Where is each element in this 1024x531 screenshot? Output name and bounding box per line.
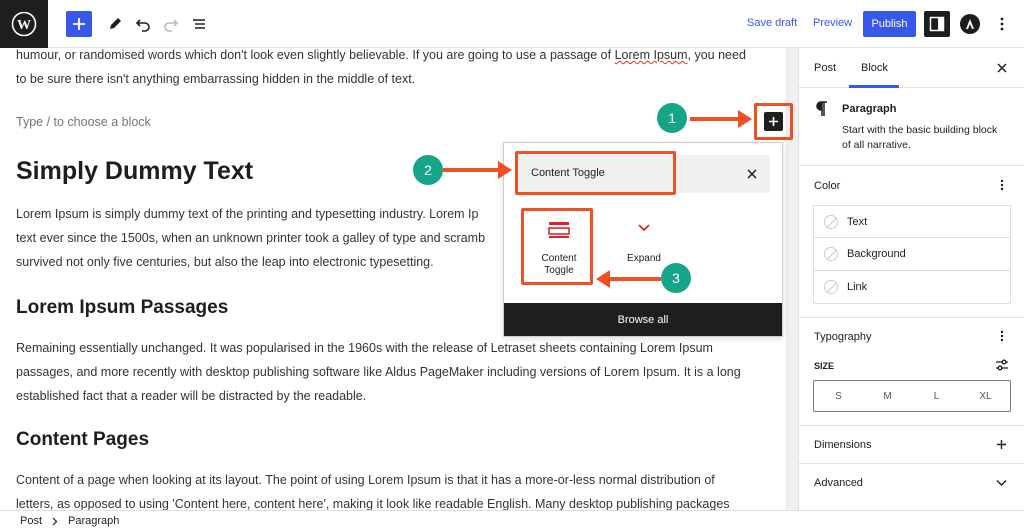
- paragraph-text: passages, and more recently with desktop publishing software like Aldus PageMaker including versions of Lorem Ipsum. It is a long: [16, 365, 741, 379]
- paragraph-text: Content of a page when looking at its layout. The point of using Lorem Ipsum is that it has a more-or-less normal distribution of: [16, 473, 715, 487]
- annotation-badge-2: 2: [413, 155, 443, 185]
- empty-block-placeholder[interactable]: Type / to choose a block: [16, 115, 151, 129]
- svg-text:W: W: [17, 18, 31, 33]
- save-draft-button[interactable]: Save draft: [747, 17, 798, 29]
- color-background-option[interactable]: [813, 238, 1011, 271]
- empty-swatch-icon: [824, 280, 838, 294]
- close-icon[interactable]: [997, 63, 1007, 73]
- block-card: [799, 88, 1024, 166]
- advanced-panel[interactable]: [799, 464, 1024, 502]
- annotation-badge-3: 3: [661, 263, 691, 293]
- color-text-option[interactable]: [813, 205, 1011, 238]
- block-card-title: Paragraph: [842, 103, 897, 115]
- color-option-label: Background: [847, 248, 906, 260]
- plus-icon[interactable]: [996, 439, 1007, 450]
- arrow-2-head: [498, 161, 512, 179]
- block-item-label: Content: [541, 253, 577, 264]
- empty-swatch-icon: [824, 215, 838, 229]
- arrow-3-head: [596, 270, 610, 288]
- search-value: Content Toggle: [531, 167, 605, 179]
- breadcrumb-paragraph[interactable]: Paragraph: [68, 515, 120, 527]
- size-option-s[interactable]: S: [835, 390, 842, 402]
- more-vertical-icon[interactable]: [996, 330, 1008, 342]
- color-panel: [799, 166, 1024, 318]
- heading-lorem-ipsum-passages[interactable]: Lorem Ipsum Passages: [16, 297, 229, 318]
- color-link-option[interactable]: [813, 271, 1011, 304]
- preview-button[interactable]: Preview: [813, 17, 853, 29]
- description-text: of all narrative.: [842, 139, 911, 151]
- paragraph-icon: [816, 101, 828, 117]
- block-item-label: Expand: [627, 253, 661, 264]
- empty-swatch-icon: [824, 247, 838, 261]
- paragraph-text: letters, as opposed to using 'Content here, content here', making it look like readable English. Many desktop publishing packages: [16, 497, 730, 510]
- browse-all-button[interactable]: Browse all: [504, 303, 782, 336]
- size-label: SIZE: [814, 361, 835, 371]
- chevron-down-icon: [996, 479, 1007, 487]
- arrow-1-head: [738, 110, 752, 128]
- paragraph-text: text ever since the 1500s, when an unknown printer took a galley of type and scramb: [16, 231, 486, 245]
- settings-sidebar: [798, 48, 1024, 510]
- size-option-xl[interactable]: XL: [979, 390, 992, 402]
- tab-block[interactable]: Block: [861, 62, 888, 74]
- heading-content-pages[interactable]: Content Pages: [16, 429, 150, 450]
- publish-button[interactable]: Publish: [863, 11, 916, 37]
- size-option-m[interactable]: M: [883, 390, 892, 402]
- sliders-icon[interactable]: [995, 358, 1009, 372]
- block-breadcrumb: [0, 510, 1024, 531]
- color-panel-title: Color: [814, 180, 841, 192]
- annotation-badge-1: 1: [657, 103, 687, 133]
- paragraph-text: established fact that a reader will be distracted by the readable.: [16, 389, 367, 403]
- description-text: Start with the basic building block: [842, 124, 998, 136]
- paragraph-text: Lorem Ipsum is simply dummy text of the printing and typesetting industry. Lorem Ip: [16, 207, 479, 221]
- typography-panel-title: Typography: [814, 331, 872, 343]
- advanced-panel-title: Advanced: [814, 477, 863, 489]
- font-size-picker[interactable]: [813, 380, 1011, 412]
- dimensions-panel-title: Dimensions: [814, 439, 872, 451]
- breadcrumb-post[interactable]: Post: [20, 515, 43, 527]
- dimensions-panel[interactable]: [799, 426, 1024, 464]
- more-vertical-icon[interactable]: [996, 179, 1008, 191]
- paragraph-text: Remaining essentially unchanged. It was popularised in the 1960s with the release of Letraset sheets containing Lorem Ipsum: [16, 341, 713, 355]
- spellcheck-word: Lorem Ipsum: [614, 48, 688, 62]
- sidebar-tabs: [799, 48, 1024, 88]
- paragraph-text: survived not only five centuries, but also the leap into electronic typesetting.: [16, 255, 434, 269]
- heading-simply-dummy-text[interactable]: Simply Dummy Text: [16, 157, 254, 185]
- paragraph-text: to be sure there isn't anything embarrassing hidden in the middle of text.: [16, 72, 416, 86]
- color-option-label: Link: [847, 281, 868, 293]
- block-item-label: Toggle: [544, 265, 574, 276]
- chevron-right-icon: [52, 517, 58, 526]
- color-option-label: Text: [847, 215, 868, 228]
- block-card-description: [842, 123, 997, 153]
- paragraph-text: , you need: [687, 48, 746, 62]
- paragraph-text: humour, or randomised words which don't look even slightly believable. If you are going to use a passage of: [16, 48, 615, 62]
- tab-post[interactable]: Post: [814, 62, 837, 74]
- size-option-l[interactable]: L: [933, 390, 940, 402]
